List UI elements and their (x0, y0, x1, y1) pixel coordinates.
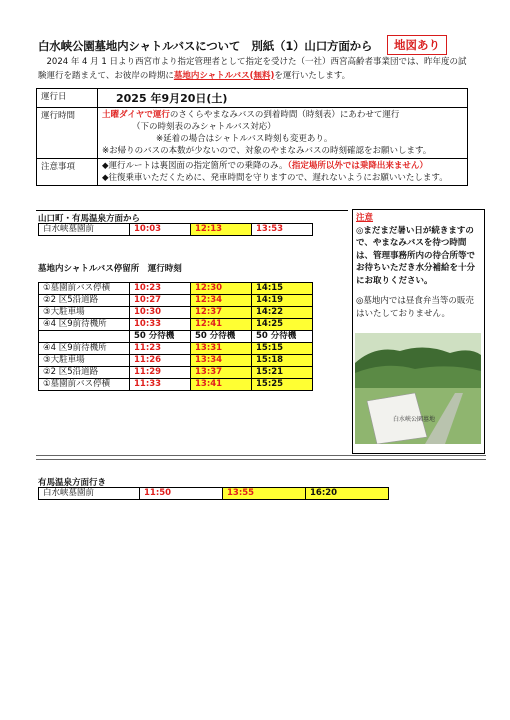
time-cell: 13:37 (191, 367, 252, 379)
time-cell: 11:23 (130, 343, 191, 355)
time-cell: 12:34 (191, 295, 252, 307)
time-cell: 14:25 (252, 319, 313, 331)
shuttle-heading: 墓地内シャトルバス停留所 運行時刻 (38, 264, 182, 274)
time-cell: 13:55 (223, 488, 306, 500)
table-row (39, 367, 313, 379)
time-cell: 14:15 (252, 283, 313, 295)
table-row (39, 295, 313, 307)
time-cell: 12:30 (191, 283, 252, 295)
time-cell: 15:18 (252, 355, 313, 367)
time-line-2: （下の時刻表のみシャトルバス対応） (132, 122, 276, 132)
table-row (39, 355, 313, 367)
time-cell: 50 分待機 (130, 331, 191, 343)
wait-row (39, 331, 313, 343)
stop-name: 白水峡墓園前 (39, 488, 140, 500)
notice-title: 注意 (356, 213, 374, 223)
time-cell: 10:03 (130, 224, 191, 236)
photo-caption: 白水峡公園墓地 (393, 416, 436, 423)
time-cell: 10:30 (130, 307, 191, 319)
time-cell: 10:23 (130, 283, 191, 295)
time-label: 運行時間 (37, 108, 98, 159)
table-row (39, 319, 313, 331)
section-divider (36, 210, 348, 211)
info-table (36, 88, 468, 186)
info-row-date (37, 89, 468, 108)
time-cell: 12:13 (191, 224, 252, 236)
shuttle-table (38, 282, 313, 391)
time-cell: 12:41 (191, 319, 252, 331)
time-cell: 11:33 (130, 379, 191, 391)
time-cell: 11:29 (130, 367, 191, 379)
page-title: 白水峡公園墓地内シャトルバスについて 別紙（1）山口方面から (38, 39, 373, 53)
yamaguchi-table (38, 223, 313, 236)
stop-name: ②2 区5沿道路 (39, 295, 130, 307)
map-link[interactable]: 地図あり (387, 35, 447, 55)
stop-name: ④4 区9前待機所 (39, 343, 130, 355)
time-cell: 14:19 (252, 295, 313, 307)
table-row (39, 283, 313, 295)
arima-heading: 有馬温泉方面行き (38, 478, 107, 488)
yamaguchi-heading: 山口町・有馬温泉方面から (38, 214, 141, 224)
time-cell: 12:37 (191, 307, 252, 319)
stop-name: ②2 区5沿道路 (39, 367, 130, 379)
stop-name (39, 331, 130, 343)
date-value: 2025 年9月20日(土) (116, 92, 228, 105)
time-cell: 13:31 (191, 343, 252, 355)
intro-highlight: 墓地内シャトルバス(無料) (173, 70, 275, 81)
notes-cell (98, 159, 468, 186)
notice-line-2: ◎墓地内では昼食弁当等の販売はいたしておりません。 (356, 296, 474, 319)
time-cell: 50 分待機 (191, 331, 252, 343)
date-label: 運行日 (37, 89, 98, 108)
section-divider (36, 455, 486, 460)
info-row-time (37, 108, 468, 159)
time-red: 土曜ダイヤで運行 (102, 110, 170, 120)
stop-name: ④4 区9前待機所 (39, 319, 130, 331)
time-cell: 10:27 (130, 295, 191, 307)
stop-name: ①墓園前バス停横 (39, 379, 130, 391)
arima-table (38, 487, 389, 500)
notice-line-1: ◎まだまだ暑い日が続きますので、やまなみバスを待つ時間は、管理事務所内の待合所等でお待ちいただき水分補給を十分にお取りください。 (356, 225, 476, 286)
time-line-3: ※延着の場合はシャトルバス時刻も変更あり。 (156, 134, 333, 144)
table-row (39, 343, 313, 355)
note-2: ◆往復乗車いただくために、発車時間を守りますので、遅れないようにお願いいたします。 (102, 173, 448, 183)
time-text-1: のさくらやまなみバスの到着時間（時刻表）にあわせて運行 (169, 110, 400, 120)
note-1-text: ◆運行ルートは裏図面の指定箇所での乗降のみ。 (102, 161, 288, 171)
stop-name: ③大駐車場 (39, 355, 130, 367)
stop-name: 白水峡墓園前 (39, 224, 130, 236)
info-row-notes (37, 159, 468, 186)
time-cell: 13:53 (252, 224, 313, 236)
time-cell: 11:50 (140, 488, 223, 500)
notes-label: 注意事項 (37, 159, 98, 186)
time-cell: 11:26 (130, 355, 191, 367)
time-cell: 16:20 (306, 488, 389, 500)
time-line-4: ※お帰りのバスの本数が少ないので、対象のやまなみバスの時刻確認をお願いします。 (102, 146, 432, 156)
time-cell: 15:25 (252, 379, 313, 391)
time-cell: 50 分待機 (252, 331, 313, 343)
intro-paragraph (38, 56, 470, 83)
time-cell: 13:41 (191, 379, 252, 391)
time-cell: 15:15 (252, 343, 313, 355)
time-cell: 14:22 (252, 307, 313, 319)
note-1 (102, 160, 463, 172)
stop-name: ①墓園前バス停横 (39, 283, 130, 295)
time-line-1 (102, 109, 463, 121)
time-cell: 13:34 (191, 355, 252, 367)
date-cell (98, 89, 468, 108)
intro-text-1: 2024 年 4 月 1 日より西宮市より指定管理者として指定を受けた（一社）西宮高齢者事業団では、昨年度の試験運行を踏まえて、お彼岸の時期に (38, 57, 467, 81)
cemetery-photo (355, 333, 481, 444)
time-cell: 15:21 (252, 367, 313, 379)
note-1-red: （指定場所以外では乗降出来ません） (287, 161, 428, 171)
table-row (39, 307, 313, 319)
table-row (39, 224, 313, 236)
table-row (39, 488, 389, 500)
stop-name: ③大駐車場 (39, 307, 130, 319)
table-row (39, 379, 313, 391)
time-cell: 10:33 (130, 319, 191, 331)
intro-text-2: を運行いたします。 (274, 70, 351, 81)
time-cell (98, 108, 468, 159)
